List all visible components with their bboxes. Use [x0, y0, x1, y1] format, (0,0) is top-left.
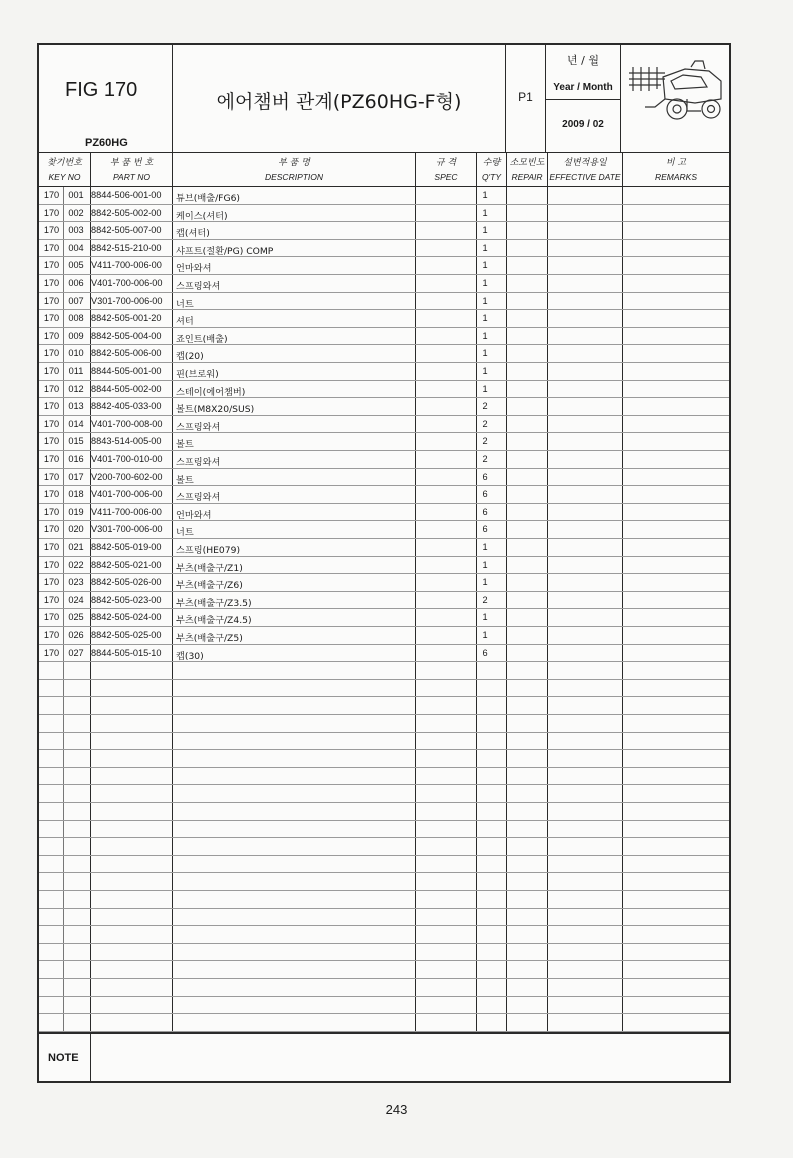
quantity-cell: 1 [482, 313, 488, 324]
description-cell: 볼트(M8X20/SUS) [176, 404, 255, 416]
table-row [39, 363, 729, 381]
table-row [39, 469, 729, 487]
table-row [39, 205, 729, 223]
year-month-label-ko: 년 / 월 [567, 54, 599, 67]
part-number-cell: V401-700-008-00 [91, 418, 163, 429]
parts-list-sheet [37, 43, 731, 1083]
quantity-cell: 1 [482, 330, 488, 341]
sheet-header [39, 45, 729, 153]
quantity-cell: 2 [482, 401, 488, 412]
description-cell: 부츠(배출구/Z6) [176, 580, 243, 592]
part-number-cell: 8842-505-019-00 [91, 542, 162, 552]
description-cell: 부츠(배출구/Z3.5) [176, 597, 252, 609]
key-number-cell: 024 [68, 594, 84, 605]
table-row [39, 257, 729, 275]
description-cell: 튜브(배출/FG6) [176, 193, 241, 204]
fig-number-cell: 170 [43, 313, 60, 324]
part-number-cell: V411-700-006-00 [91, 260, 162, 271]
description-cell: 스프링와셔 [176, 421, 221, 433]
empty-table-row [39, 821, 729, 839]
part-number-cell: 8842-405-033-00 [91, 401, 162, 412]
table-row [39, 592, 729, 610]
key-number-cell: 009 [68, 330, 84, 341]
part-number-cell: V301-700-006-00 [91, 524, 163, 535]
fig-number-cell: 170 [43, 436, 60, 447]
key-number-cell: 027 [68, 647, 84, 658]
part-number-cell: 8842-505-006-00 [91, 348, 162, 359]
key-number-cell: 007 [68, 295, 84, 306]
year-month-cell [546, 45, 621, 153]
part-number-cell: 8842-505-024-00 [91, 612, 162, 623]
empty-table-row [39, 768, 729, 786]
fig-number-cell: 170 [43, 471, 60, 482]
empty-table-row [39, 891, 729, 909]
description-cell: 스프링(HE079) [176, 545, 241, 556]
fig-number-cell: 170 [43, 630, 60, 640]
fig-number-cell: 170 [43, 242, 60, 253]
key-number-cell: 003 [68, 225, 84, 236]
quantity-cell: 1 [482, 542, 488, 552]
table-row [39, 574, 729, 592]
table-row [39, 609, 729, 627]
empty-table-row [39, 856, 729, 874]
empty-table-row [39, 873, 729, 891]
quantity-cell: 1 [482, 225, 488, 236]
part-number-cell: V401-700-006-00 [91, 489, 163, 500]
empty-table-row [39, 997, 729, 1015]
quantity-cell: 1 [482, 207, 488, 218]
year-month-label-en: Year / Month [553, 82, 613, 93]
part-number-cell: V401-700-010-00 [91, 454, 163, 464]
fig-number-cell: 170 [43, 612, 60, 623]
description-cell: 스테이(에어챔버) [176, 386, 246, 398]
description-cell: 캡(셔터) [176, 228, 210, 240]
quantity-cell: 6 [482, 524, 488, 535]
fig-number-cell: 170 [43, 647, 60, 658]
col-header-repair: 소모빈도 REPAIR [507, 153, 548, 187]
part-number-cell: 8842-505-023-00 [91, 594, 162, 605]
empty-table-row [39, 1014, 729, 1032]
key-number-cell: 004 [68, 242, 84, 253]
quantity-cell: 1 [482, 348, 488, 359]
empty-table-row [39, 733, 729, 751]
key-number-cell: 026 [68, 630, 84, 640]
fig-number-cell: 170 [43, 330, 60, 341]
empty-table-row [39, 838, 729, 856]
description-cell: 너트 [176, 298, 194, 310]
key-number-cell: 021 [68, 542, 84, 552]
table-row [39, 521, 729, 539]
part-number-cell: V301-700-006-00 [91, 295, 163, 306]
part-number-cell: 8842-505-004-00 [91, 330, 162, 341]
figure-cell [39, 45, 173, 153]
key-number-cell: 013 [68, 401, 84, 412]
col-header-part-no: 부 품 번 호 PART NO [91, 153, 173, 187]
description-cell: 언마와셔 [176, 263, 212, 275]
key-number-cell: 023 [68, 577, 84, 588]
part-number-cell: 8842-505-001-20 [91, 313, 162, 324]
fig-number-cell: 170 [43, 225, 60, 236]
description-cell: 죠인트(배출) [176, 333, 228, 345]
description-cell: 부츠(배출구/Z5) [176, 633, 243, 644]
key-number-cell: 008 [68, 313, 84, 324]
description-cell: 캡(20) [176, 351, 204, 363]
empty-table-row [39, 979, 729, 997]
quantity-cell: 1 [482, 630, 488, 640]
table-row [39, 557, 729, 575]
table-row [39, 627, 729, 645]
empty-table-row [39, 803, 729, 821]
note-section [39, 1032, 729, 1081]
quantity-cell: 6 [482, 489, 488, 500]
description-cell: 볼트 [176, 474, 194, 486]
description-cell: 캡(30) [176, 650, 204, 662]
table-row [39, 451, 729, 469]
quantity-cell: 1 [482, 577, 488, 588]
description-cell: 너트 [176, 527, 194, 539]
page-code: P1 [518, 90, 533, 104]
table-row [39, 222, 729, 240]
key-number-cell: 012 [68, 383, 84, 394]
description-cell: 샤프트(절환/PG) COMP [176, 245, 274, 257]
col-header-description: 부 품 명 DESCRIPTION [173, 153, 416, 187]
part-number-cell: 8844-505-002-00 [91, 383, 162, 394]
description-cell: 부츠(배출구/Z1) [176, 562, 243, 574]
quantity-cell: 1 [482, 260, 488, 271]
part-number-cell: 8842-505-026-00 [91, 577, 162, 588]
key-number-cell: 002 [68, 207, 84, 218]
part-number-cell: 8842-505-025-00 [91, 630, 162, 640]
table-row [39, 398, 729, 416]
quantity-cell: 1 [482, 383, 488, 394]
quantity-cell: 1 [482, 278, 488, 288]
part-number-cell: 8844-505-015-10 [91, 647, 162, 658]
key-number-cell: 020 [68, 524, 84, 535]
key-number-cell: 016 [68, 454, 84, 464]
description-cell: 스프링와셔 [176, 457, 221, 468]
page-code-cell [506, 45, 546, 153]
col-header-spec: 규 격 SPEC [416, 153, 477, 187]
fig-number-cell: 170 [43, 577, 60, 588]
key-number-cell: 019 [68, 506, 84, 517]
quantity-cell: 1 [482, 190, 488, 200]
empty-table-row [39, 785, 729, 803]
fig-number-cell: 170 [43, 383, 60, 394]
empty-table-row [39, 944, 729, 962]
table-row [39, 310, 729, 328]
fig-number-cell: 170 [43, 348, 60, 359]
key-number-cell: 014 [68, 418, 84, 429]
quantity-cell: 2 [482, 436, 488, 447]
title-cell [173, 45, 506, 153]
fig-number-cell: 170 [43, 190, 60, 200]
fig-number-cell: 170 [43, 454, 60, 464]
fig-number-cell: 170 [43, 594, 60, 605]
part-number-cell: V411-700-006-00 [91, 506, 162, 517]
table-row [39, 645, 729, 663]
fig-number-cell: 170 [43, 260, 60, 271]
table-row [39, 328, 729, 346]
quantity-cell: 1 [482, 612, 488, 623]
key-number-cell: 010 [68, 348, 84, 359]
key-number-cell: 022 [68, 559, 84, 570]
key-number-cell: 011 [68, 366, 84, 376]
part-number-cell: 8842-515-210-00 [91, 242, 162, 253]
fig-number-cell: 170 [43, 278, 60, 288]
part-number-cell: 8844-505-001-00 [91, 366, 162, 376]
col-header-qty: 수량 Q'TY [477, 153, 507, 187]
part-number-cell: V401-700-006-00 [91, 278, 163, 288]
fig-number-cell: 170 [43, 401, 60, 412]
empty-table-row [39, 715, 729, 733]
empty-table-row [39, 926, 729, 944]
part-number-cell: 8842-505-002-00 [91, 207, 162, 218]
fig-number-cell: 170 [43, 489, 60, 500]
part-number-cell: 8844-506-001-00 [91, 190, 162, 200]
table-row [39, 486, 729, 504]
table-row [39, 293, 729, 311]
fig-number-cell: 170 [43, 542, 60, 552]
description-cell: 스프링와셔 [176, 281, 221, 292]
description-cell: 스프링와셔 [176, 492, 221, 504]
key-number-cell: 005 [68, 260, 84, 271]
col-header-key-no: 찾기번호 KEY NO [39, 153, 91, 187]
key-number-cell: 015 [68, 436, 84, 447]
table-row [39, 381, 729, 399]
part-number-cell: 8843-514-005-00 [91, 436, 162, 447]
issue-date: 2009 / 02 [562, 119, 604, 130]
page-number: 243 [385, 1102, 408, 1117]
fig-number-cell: 170 [43, 524, 60, 535]
description-cell: 핀(브로워) [176, 369, 219, 380]
quantity-cell: 1 [482, 559, 488, 570]
table-row [39, 240, 729, 258]
empty-table-row [39, 909, 729, 927]
fig-number-cell: 170 [43, 559, 60, 570]
fig-number-cell: 170 [43, 418, 60, 429]
quantity-cell: 6 [482, 647, 488, 658]
quantity-cell: 1 [482, 242, 488, 253]
quantity-cell: 2 [482, 454, 488, 464]
key-number-cell: 001 [68, 190, 84, 200]
figure-number: FIG 170 [65, 79, 138, 101]
description-cell: 부츠(배출구/Z4.5) [176, 615, 252, 627]
key-number-cell: 025 [68, 612, 84, 623]
table-row [39, 504, 729, 522]
fig-number-cell: 170 [43, 295, 60, 306]
quantity-cell: 1 [482, 366, 488, 376]
parts-table-body [39, 187, 729, 1032]
empty-table-row [39, 680, 729, 698]
part-number-cell: V200-700-602-00 [91, 471, 163, 482]
key-number-cell: 017 [68, 471, 84, 482]
quantity-cell: 6 [482, 471, 488, 482]
model-name: PZ60HG [85, 137, 128, 149]
empty-table-row [39, 697, 729, 715]
col-header-remarks: 비 고 REMARKS [623, 153, 729, 187]
empty-table-row [39, 750, 729, 768]
table-row [39, 416, 729, 434]
col-header-effective-date: 설변적용일 EFFECTIVE DATE [548, 153, 623, 187]
quantity-cell: 2 [482, 594, 488, 605]
part-number-cell: 8842-505-007-00 [91, 225, 162, 236]
description-cell: 케이스(셔터) [176, 210, 228, 222]
empty-table-row [39, 961, 729, 979]
table-row [39, 433, 729, 451]
quantity-cell: 2 [482, 418, 488, 429]
table-row [39, 275, 729, 293]
note-label: NOTE [39, 1034, 91, 1083]
key-number-cell: 018 [68, 489, 84, 500]
fig-number-cell: 170 [43, 207, 60, 218]
table-row [39, 539, 729, 557]
description-cell: 언마와셔 [176, 509, 212, 521]
part-number-cell: 8842-505-021-00 [91, 559, 162, 570]
description-cell: 셔터 [176, 316, 194, 328]
fig-number-cell: 170 [43, 506, 60, 517]
page-title: 에어챔버 관계(PZ60HG-F형) [216, 91, 462, 113]
quantity-cell: 1 [482, 295, 488, 306]
key-number-cell: 006 [68, 278, 84, 288]
machine-image-cell [621, 45, 729, 153]
description-cell: 볼트 [176, 439, 194, 451]
rice-transplanter-icon [625, 59, 725, 127]
table-row [39, 187, 729, 205]
fig-number-cell: 170 [43, 366, 60, 376]
quantity-cell: 6 [482, 506, 488, 517]
empty-table-row [39, 662, 729, 680]
table-row [39, 345, 729, 363]
